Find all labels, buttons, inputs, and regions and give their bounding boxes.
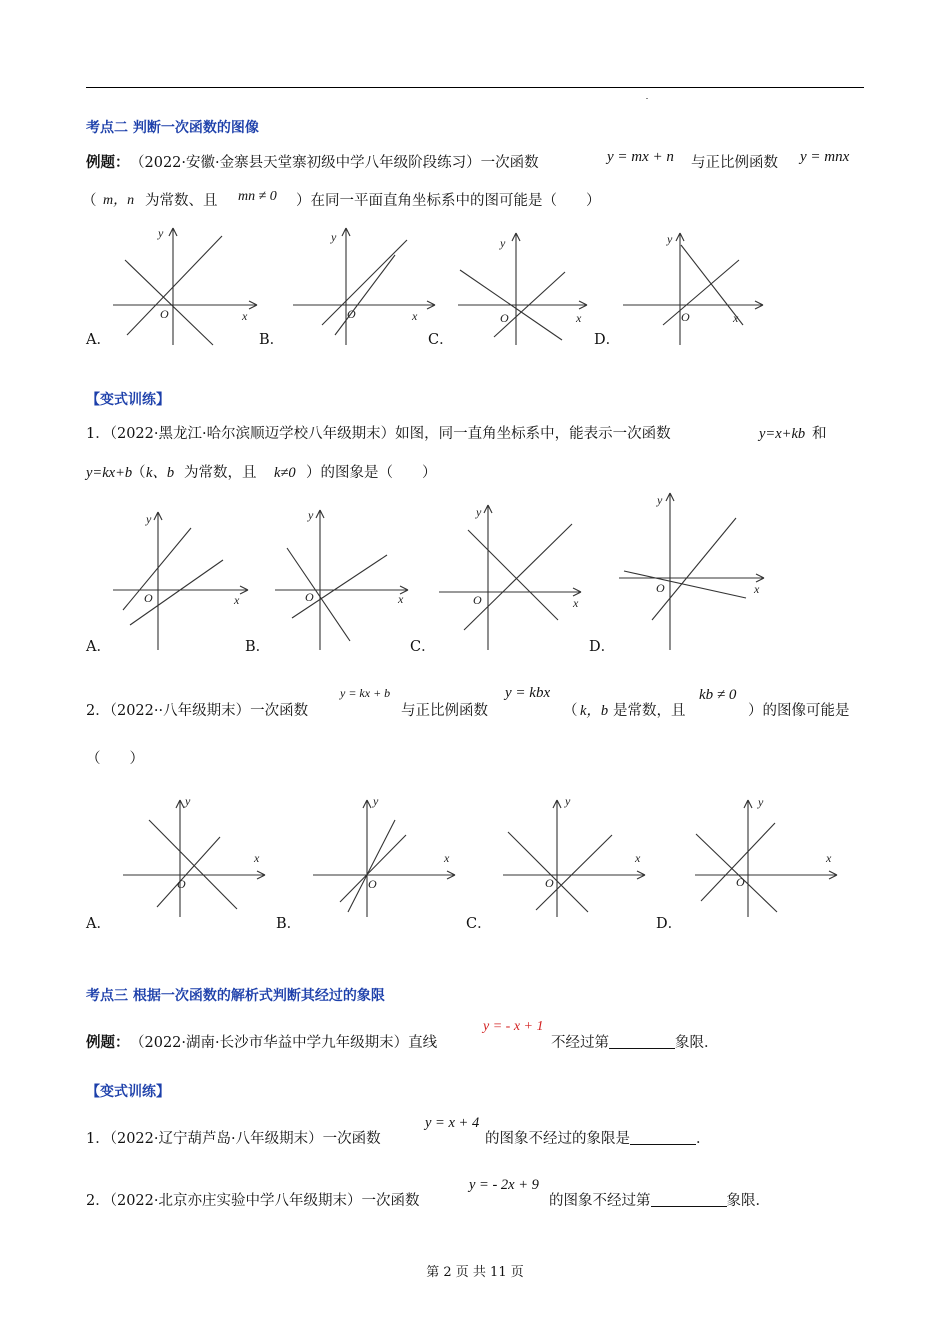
x-axis-label: x	[254, 851, 260, 865]
origin-label: O	[656, 581, 665, 595]
example-graph-a	[105, 225, 265, 350]
q2-formula-1: y = kx + b	[340, 686, 391, 700]
y-axis-label: y	[146, 512, 152, 526]
formula-y-mnx: y = mnx	[800, 149, 850, 165]
y-axis-label: y	[158, 226, 164, 240]
y-axis-label: y	[667, 232, 673, 246]
s3-q2-text-3: 象限．	[726, 1193, 770, 1209]
answer-blank[interactable]	[630, 1130, 696, 1145]
s3-example-text-3: 象限．	[675, 1035, 719, 1051]
q2-graph-d	[692, 795, 842, 920]
example-graph-b	[285, 225, 445, 350]
origin-label: O	[347, 307, 356, 321]
example-label: 例题：	[86, 155, 130, 171]
x-axis-label: x	[733, 311, 739, 325]
q2-graph-b	[310, 795, 460, 920]
q1-text-2d: 为常数，且	[184, 465, 257, 481]
example-text-1: （2022·安徽·金寨县天堂寨初级中学八年级阶段练习）一次函数	[130, 155, 539, 171]
x-axis-label: x	[754, 582, 760, 596]
section-heading-3: 考点三 根据一次函数的解析式判断其经过的象限	[86, 988, 385, 1004]
s3-example-text-2: 不经过第	[551, 1035, 609, 1051]
origin-label: O	[305, 590, 314, 604]
q1-graph-a	[108, 505, 248, 655]
q1-text-2c: k、b	[146, 465, 175, 481]
q2-graph-a	[120, 795, 270, 920]
s3-q1-text-1: 1．（2022·辽宁葫芦岛·八年级期末）一次函数	[86, 1131, 381, 1147]
page-footer: 第 2 页 共 11 页	[426, 1265, 524, 1280]
q2-graph-c	[500, 795, 650, 920]
x-axis-label: x	[444, 851, 450, 865]
x-axis-label: x	[234, 593, 240, 607]
s3-q2-text-2: 的图象不经过第	[549, 1193, 651, 1209]
s3-formula: y = - x + 1	[483, 1019, 544, 1034]
q1-formula-1: y=x+kb	[759, 426, 806, 442]
q2-formula-2: y = kbx	[505, 685, 551, 701]
origin-label: O	[500, 311, 509, 325]
answer-blank[interactable]	[609, 1034, 675, 1049]
y-axis-label: y	[758, 795, 764, 809]
origin-label: O	[545, 876, 554, 890]
q1-text-2f: ）的图象是（ ）	[306, 465, 437, 481]
q1-and: 和	[812, 426, 827, 442]
q1-option-b: B．	[245, 639, 271, 655]
q2-option-d: D．	[656, 916, 683, 932]
q1-graph-d	[616, 490, 768, 655]
q2-text-3c: 是常数，且	[613, 703, 686, 719]
q2-text-3a: （	[563, 703, 578, 719]
section-heading-2: 考点二 判断一次函数的图像	[86, 120, 259, 136]
q1-text-2e: k≠0	[274, 465, 296, 481]
example-text-3a: （	[82, 193, 97, 209]
origin-label: O	[177, 877, 186, 891]
header-dot	[646, 98, 648, 99]
q1-option-a: A．	[86, 639, 111, 655]
formula-mn-ne-0: mn ≠ 0	[238, 189, 277, 204]
x-axis-label: x	[398, 592, 404, 606]
origin-label: O	[368, 877, 377, 891]
practice-heading-1: 【变式训练】	[86, 392, 170, 408]
example-option-d: D．	[594, 332, 621, 348]
example-option-a: A．	[86, 332, 111, 348]
y-axis-label: y	[565, 794, 571, 808]
q1-option-d: D．	[589, 639, 616, 655]
q2-text-1: 2．（2022··八年级期末）一次函数	[86, 703, 309, 719]
example-option-b: B．	[259, 332, 285, 348]
q2-text-2: 与正比例函数	[401, 703, 488, 719]
x-axis-label: x	[573, 596, 579, 610]
q1-option-c: C．	[410, 639, 436, 655]
q1-formula-2: y=kx+b	[86, 465, 133, 481]
x-axis-label: x	[635, 851, 641, 865]
practice-heading-2: 【变式训练】	[86, 1084, 170, 1100]
s3-q2-formula: y = - 2x + 9	[469, 1177, 539, 1193]
q2-formula-3: kb ≠ 0	[699, 687, 737, 703]
s3-q1-text-3: ．	[696, 1131, 711, 1147]
y-axis-label: y	[476, 505, 482, 519]
q2-text-4: ）的图像可能是	[748, 703, 850, 719]
s3-q2-text-1: 2．（2022·北京亦庄实验中学八年级期末）一次函数	[86, 1193, 420, 1209]
example-text-3b: m，n	[103, 193, 135, 208]
header-rule	[86, 87, 864, 88]
y-axis-label: y	[373, 794, 379, 808]
s3-example-label: 例题：	[86, 1035, 130, 1051]
y-axis-label: y	[657, 493, 663, 507]
q1-graph-c	[436, 500, 586, 655]
q2-option-c: C．	[466, 916, 492, 932]
q2-text-3b: k，b	[580, 703, 609, 719]
example-graph-c	[450, 225, 610, 350]
y-axis-label: y	[185, 794, 191, 808]
example-text-4: ）在同一平面直角坐标系中的图可能是（ ）	[296, 193, 601, 209]
q1-text-1: 1．（2022·黑龙江·哈尔滨顺迈学校八年级期末）如图，同一直角坐标系中，能表示一次函数	[86, 426, 671, 442]
origin-label: O	[473, 593, 482, 607]
q1-graph-b	[270, 505, 415, 655]
origin-label: O	[144, 591, 153, 605]
formula-y-mx-n: y = mx + n	[607, 149, 674, 165]
x-axis-label: x	[242, 309, 248, 323]
q2-option-b: B．	[276, 916, 302, 932]
answer-blank[interactable]	[651, 1192, 727, 1207]
s3-example-text-1: （2022·湖南·长沙市华益中学九年级期末）直线	[130, 1035, 438, 1051]
example-text-3c: 为常数、且	[145, 193, 218, 209]
q2-answer-paren: （ ）	[86, 751, 144, 767]
example-text-2: 与正比例函数	[691, 155, 778, 171]
y-axis-label: y	[308, 508, 314, 522]
origin-label: O	[736, 875, 745, 889]
x-axis-label: x	[576, 311, 582, 325]
s3-q1-formula: y = x + 4	[425, 1115, 480, 1131]
origin-label: O	[160, 307, 169, 321]
example-option-c: C．	[428, 332, 454, 348]
y-axis-label: y	[331, 230, 337, 244]
example-graph-d	[615, 225, 775, 350]
q1-text-2b: （	[131, 465, 146, 481]
x-axis-label: x	[826, 851, 832, 865]
x-axis-label: x	[412, 309, 418, 323]
s3-q1-text-2: 的图象不经过的象限是	[485, 1131, 630, 1147]
q2-option-a: A．	[86, 916, 111, 932]
origin-label: O	[681, 310, 690, 324]
y-axis-label: y	[500, 236, 506, 250]
